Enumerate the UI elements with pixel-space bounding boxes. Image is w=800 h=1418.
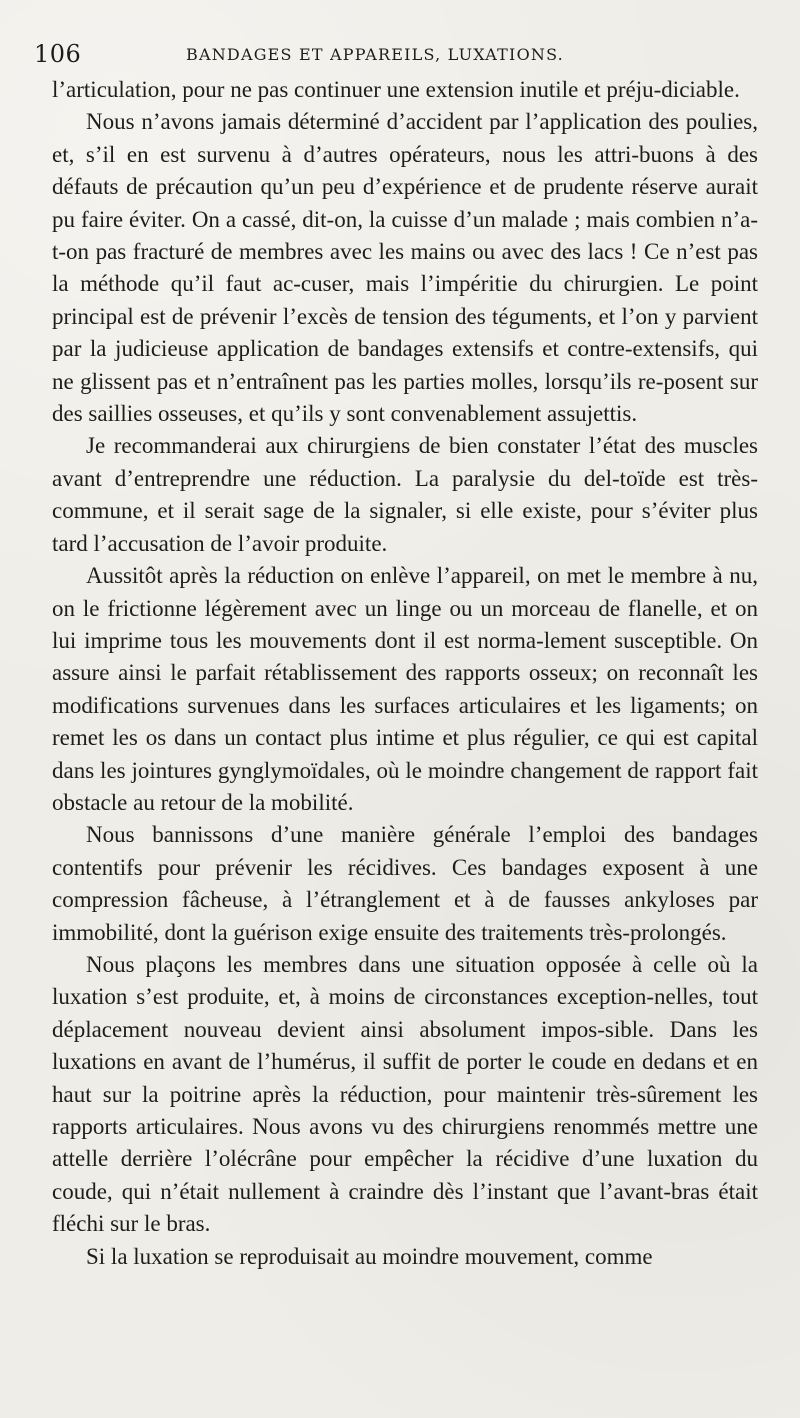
paragraph-5: Nous bannissons d’une manière générale l’emploi des bandages contentifs pour prévenir les récidives. Ces bandages exposent à une compression fâcheuse, à l’étranglement et à de fausses ankyloses par immobilité, dont la guérison exige ensuite des traitements très-prolongés. [52, 822, 758, 945]
running-title: BANDAGES ET APPAREILS, LUXATIONS. [186, 45, 564, 64]
paragraph-1: l’articulation, pour ne pas continuer une extension inutile et préju-diciable. [52, 77, 740, 102]
page-header [34, 40, 754, 74]
paragraph-2: Nous n’avons jamais déterminé d’accident par l’application des poulies, et, s’il en est survenu à d’autres opérateurs, nous les attri-buons à des défauts de précaution qu’un peu d’expérience et de prudente réserve aurait pu faire éviter. On a cassé, dit-on, la cuisse d’un malade ; mais combien n’a-t-on pas fracturé de membres avec les mains ou avec des lacs ! Ce n’est pas la méthode qu’il faut ac-cuser, mais l’impéritie du chirurgien. Le point principal est de prévenir l’excès de tension des téguments, et l’on y parvient par la judicieuse application de bandages extensifs et contre-extensifs, qui ne glissent pas et n’entraînent pas les parties molles, lorsqu’ils re-posent sur des saillies osseuses, et qu’ils y sont convenablement assujettis. [52, 109, 758, 427]
paragraph-4: Aussitôt après la réduction on enlève l’appareil, on met le membre à nu, on le frictionne légèrement avec un linge ou un morceau de flanelle, et on lui imprime tous les mouvements dont il est norma-lement susceptible. On assure ainsi le parfait rétablissement des rapports osseux; on reconnaît les modifications survenues dans les surfaces articulaires et les ligaments; on remet les os dans un contact plus intime et plus régulier, ce qui est capital dans les jointures gynglymoïdales, où le moindre changement de rapport fait obstacle au retour de la mobilité. [52, 563, 758, 815]
body-text [52, 74, 758, 1273]
paragraph-6: Nous plaçons les membres dans une situation opposée à celle où la luxation s’est produite, et, à moins de circonstances exception-nelles, tout déplacement nouveau devient ainsi absolument impos-sible. Dans les luxations en avant de l’humérus, il suffit de porter le coude en dedans et en haut sur la poitrine après la réduction, pour maintenir très-sûrement les rapports articulaires. Nous avons vu des chirurgiens renommés mettre une attelle derrière l’olécrâne pour empêcher la récidive d’une luxation du coude, qui n’était nullement à craindre dès l’instant que l’avant-bras était fléchi sur le bras. [52, 951, 758, 1237]
paragraph-7: Si la luxation se reproduisait au moindre mouvement, comme [86, 1243, 653, 1269]
page-number: 106 [34, 40, 82, 68]
paragraph-3: Je recommanderai aux chirurgiens de bien constater l’état des muscles avant d’entreprendre une réduction. La paralysie du del-toïde est très-commune, et il serait sage de la signaler, si elle existe, pour s’éviter plus tard l’accusation de l’avoir produite. [52, 433, 758, 556]
